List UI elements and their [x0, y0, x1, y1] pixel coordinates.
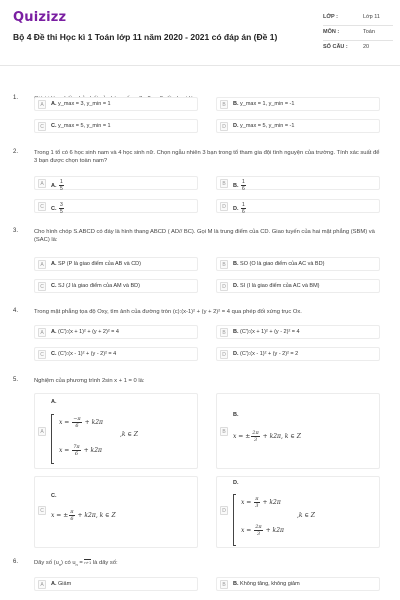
option-5d[interactable]: [216, 476, 380, 548]
system-brace: [51, 414, 54, 464]
fraction: [254, 496, 259, 509]
fraction-numerator: 2π: [255, 524, 262, 530]
option-text: [51, 261, 141, 267]
option-letter: B: [220, 100, 228, 109]
fraction-numerator: 2π: [252, 430, 259, 436]
option-1a[interactable]: [34, 97, 198, 111]
option-label: A.: [51, 329, 57, 335]
option-value: SI (I là giao điểm của AC và BM): [240, 283, 320, 289]
meta-value: 20: [363, 44, 370, 50]
option-letter: B: [220, 427, 228, 436]
equation-tail: + k2π, k ∈ Z: [77, 512, 116, 519]
text-equals: =: [79, 560, 83, 566]
meta-row-count: [323, 41, 393, 56]
text-subscript: n: [75, 562, 78, 568]
fraction-denominator: 6: [242, 186, 245, 192]
fraction: [72, 416, 81, 429]
document-header: [0, 0, 400, 66]
question-number: 5.: [13, 377, 19, 383]
option-label: D.: [233, 480, 239, 486]
option-letter: C: [38, 282, 46, 291]
option-4b[interactable]: [216, 325, 380, 339]
question-number: 2.: [13, 149, 19, 155]
option-text: [233, 179, 247, 192]
meta-table: [323, 11, 393, 56]
question-text: Nghiệm của phương trình 2sin x + 1 = 0 là:: [34, 378, 145, 384]
option-4d[interactable]: [216, 347, 380, 361]
option-label: B.: [233, 182, 239, 189]
option-1c[interactable]: [34, 119, 198, 133]
option-2b[interactable]: [216, 176, 380, 190]
question-number: 6.: [13, 559, 19, 565]
equation-prefix: x = ±: [51, 512, 69, 519]
option-letter: B: [220, 580, 228, 589]
question-text: Trong mặt phẳng tọa độ Oxy, tìm ảnh của đường tròn (c):(x-1)² + (y + 2)² = 4 qua phép đối xứng trục Ox.: [34, 309, 302, 315]
quizizz-logo: Quizizz: [13, 10, 67, 25]
fraction-denominator: 6: [75, 423, 79, 429]
option-text: [51, 202, 65, 215]
equation-condition: ,k ∈ Z: [297, 512, 315, 519]
equation-tail: + k2π: [262, 499, 281, 506]
option-label: A.: [51, 182, 57, 189]
option-text: [233, 123, 294, 129]
option-text: [51, 101, 111, 107]
option-letter: A: [38, 427, 46, 436]
option-text: [233, 329, 300, 335]
equation-tail: + k2π, k ∈ Z: [262, 433, 301, 440]
option-5c[interactable]: [34, 476, 198, 548]
option-5b[interactable]: [216, 393, 380, 469]
fraction: [254, 524, 262, 537]
option-fraction: [59, 202, 64, 215]
option-3d[interactable]: [216, 279, 380, 293]
meta-value: Lớp 11: [363, 14, 380, 20]
option-label: A.: [51, 101, 57, 107]
fraction-denominator: 6: [242, 209, 245, 215]
equation-prefix: x = ±: [233, 433, 251, 440]
equation-line: [233, 430, 301, 443]
option-text: [233, 283, 320, 289]
text-part: ) có u: [61, 560, 76, 566]
equation-line: [51, 509, 116, 522]
question-number: 1.: [13, 95, 19, 101]
option-letter: D: [220, 350, 228, 359]
option-5a[interactable]: [34, 393, 198, 469]
option-fraction: [241, 202, 246, 215]
option-label: D.: [233, 351, 239, 357]
option-value: SP (P là giao điểm của AB và CD): [58, 261, 141, 267]
fraction-numerator: π: [255, 496, 259, 502]
equation-tail: + k2π: [83, 447, 102, 454]
option-label: D.: [233, 283, 239, 289]
option-letter: D: [220, 122, 228, 131]
fraction-numerator: π: [70, 509, 74, 515]
option-text: [51, 123, 111, 129]
fraction-denominator: 5: [60, 209, 63, 215]
option-letter: B: [220, 260, 228, 269]
equation-line-2: x = $\frac{7\pi}{6}$ + k2π: [59, 444, 102, 457]
option-label: C.: [51, 123, 57, 129]
fraction-numerator: 7π: [73, 444, 80, 450]
option-1b[interactable]: [216, 97, 380, 111]
fraction-numerator: −π: [73, 416, 81, 422]
option-letter: A: [38, 580, 46, 589]
option-value: (C'):(x + 1)² + (y + 2)² = 4: [58, 329, 119, 335]
option-3c[interactable]: [34, 279, 198, 293]
system-brace: [233, 494, 236, 546]
option-value: Không tăng, không giảm: [240, 581, 300, 587]
fraction-numerator: 1: [60, 179, 63, 185]
option-text: [233, 261, 324, 267]
option-letter: A: [38, 328, 46, 337]
option-text: [51, 581, 71, 587]
option-value: y_max = 3, y_min = 1: [58, 101, 111, 107]
option-label: C.: [51, 205, 57, 212]
option-2d[interactable]: [216, 199, 380, 213]
option-letter: C: [38, 122, 46, 131]
fraction: [69, 509, 74, 522]
option-3a[interactable]: [34, 257, 198, 271]
option-text: [51, 179, 65, 192]
meta-value: Toán: [363, 29, 375, 35]
option-6a[interactable]: [34, 577, 198, 591]
option-label: B.: [233, 101, 239, 107]
option-fraction: [241, 179, 246, 192]
question-text: Trong 1 tổ có 6 học sinh nam và 4 học sinh nữ. Chọn ngẫu nhiên 3 bạn trong tổ tham gia đội tình nguyện của trường. Tính xác suất để 3 bạn được chọn toàn nam?: [34, 150, 380, 164]
question-text: Cho hình chóp S.ABCD có đáy là hình thang ABCD ( AD// BC). Gọi M là trung điểm của CD. Giao tuyến của hai mặt phẳng (SBM) và (SAC) là:: [34, 229, 375, 243]
option-value: y_max = 5, y_min = -1: [240, 123, 295, 129]
option-letter: D: [220, 202, 228, 211]
fraction: [251, 430, 259, 443]
option-label: D.: [233, 205, 239, 212]
option-text: [233, 581, 300, 587]
option-value: SO (O là giao điểm của AC và BD): [240, 261, 325, 267]
option-label: B.: [233, 261, 239, 267]
option-label: A.: [51, 261, 57, 267]
option-1d[interactable]: [216, 119, 380, 133]
option-text: [233, 351, 298, 357]
fraction-numerator: 3: [60, 202, 63, 208]
option-label: C.: [51, 351, 57, 357]
option-text: [51, 329, 119, 335]
fraction-numerator: 1: [242, 202, 245, 208]
option-letter: D: [220, 506, 228, 515]
equation-line-2: x = $\frac{2\pi}{3}$ + k2π: [241, 524, 284, 537]
fraction-numerator: 1: [242, 179, 245, 185]
option-label: B.: [233, 581, 239, 587]
fraction-denominator: 3: [255, 503, 259, 509]
fraction-denominator: 6: [70, 516, 74, 522]
question-number: 3.: [13, 228, 19, 234]
option-label: B.: [233, 412, 239, 418]
option-value: (C'):(x - 1)² + (y - 2)² = 2: [240, 351, 299, 357]
option-text: [233, 202, 247, 215]
option-4a[interactable]: [34, 325, 198, 339]
option-letter: C: [38, 202, 46, 211]
equation-tail: + k2π: [265, 527, 284, 534]
option-value: (C'):(x - 1)² + (y - 2)² = 4: [58, 351, 117, 357]
option-text: [51, 283, 140, 289]
option-letter: A: [38, 100, 46, 109]
option-text: [233, 101, 294, 107]
option-3b[interactable]: [216, 257, 380, 271]
meta-label: MÔN :: [323, 29, 340, 35]
option-label: C.: [51, 283, 57, 289]
option-label: B.: [233, 329, 239, 335]
option-2a[interactable]: [34, 176, 198, 190]
option-letter: A: [38, 260, 46, 269]
option-letter: D: [220, 282, 228, 291]
option-letter: C: [38, 506, 46, 515]
meta-label: LỚP :: [323, 14, 338, 20]
equation-line-1: x = $\frac{-\pi}{6}$ + k2π: [59, 416, 103, 429]
option-6b[interactable]: [216, 577, 380, 591]
question-number: 4.: [13, 308, 19, 314]
meta-row-class: [323, 11, 393, 26]
option-4c[interactable]: [34, 347, 198, 361]
option-label: A.: [51, 399, 57, 405]
option-fraction: [59, 179, 64, 192]
option-letter: B: [220, 328, 228, 337]
fraction-denominator: 6: [74, 451, 79, 457]
meta-row-subject: [323, 26, 393, 41]
text-part: là dãy số:: [92, 560, 118, 566]
option-value: (C'):(x + 1)² + (y - 2)² = 4: [240, 329, 300, 335]
text-subscript: n: [58, 562, 62, 568]
question-text: [34, 559, 382, 569]
text-part: Dãy số (u: [34, 560, 59, 566]
option-2c[interactable]: [34, 199, 198, 213]
text-fraction: n+1: [84, 560, 92, 565]
option-letter: A: [38, 179, 46, 188]
option-letter: C: [38, 350, 46, 359]
equation-line-1: x = $\frac{\pi}{3}$ + k2π: [241, 496, 281, 509]
option-label: D.: [233, 123, 239, 129]
equation-tail: + k2π: [84, 419, 103, 426]
fraction: [72, 444, 80, 457]
option-value: y_max = 5, y_min = 1: [58, 123, 111, 129]
document-title: Bộ 4 Đề thi Học kì 1 Toán lớp 11 năm 2020 - 2021 có đáp án (Đề 1): [13, 32, 278, 42]
option-value: Giảm: [58, 581, 72, 587]
option-value: SJ (J là giao điểm của AM và BD): [58, 283, 140, 289]
fraction-denominator: 3: [256, 531, 261, 537]
option-letter: B: [220, 179, 228, 188]
fraction-denominator: 5: [60, 186, 63, 192]
equation-condition: ,k ∈ Z: [120, 431, 138, 438]
option-label: C.: [51, 493, 57, 499]
fraction-denominator: 3: [253, 437, 258, 443]
meta-label: SỐ CÂU :: [323, 44, 348, 50]
option-text: [51, 351, 116, 357]
option-value: y_max = 1, y_min = -1: [240, 101, 295, 107]
option-label: A.: [51, 581, 57, 587]
